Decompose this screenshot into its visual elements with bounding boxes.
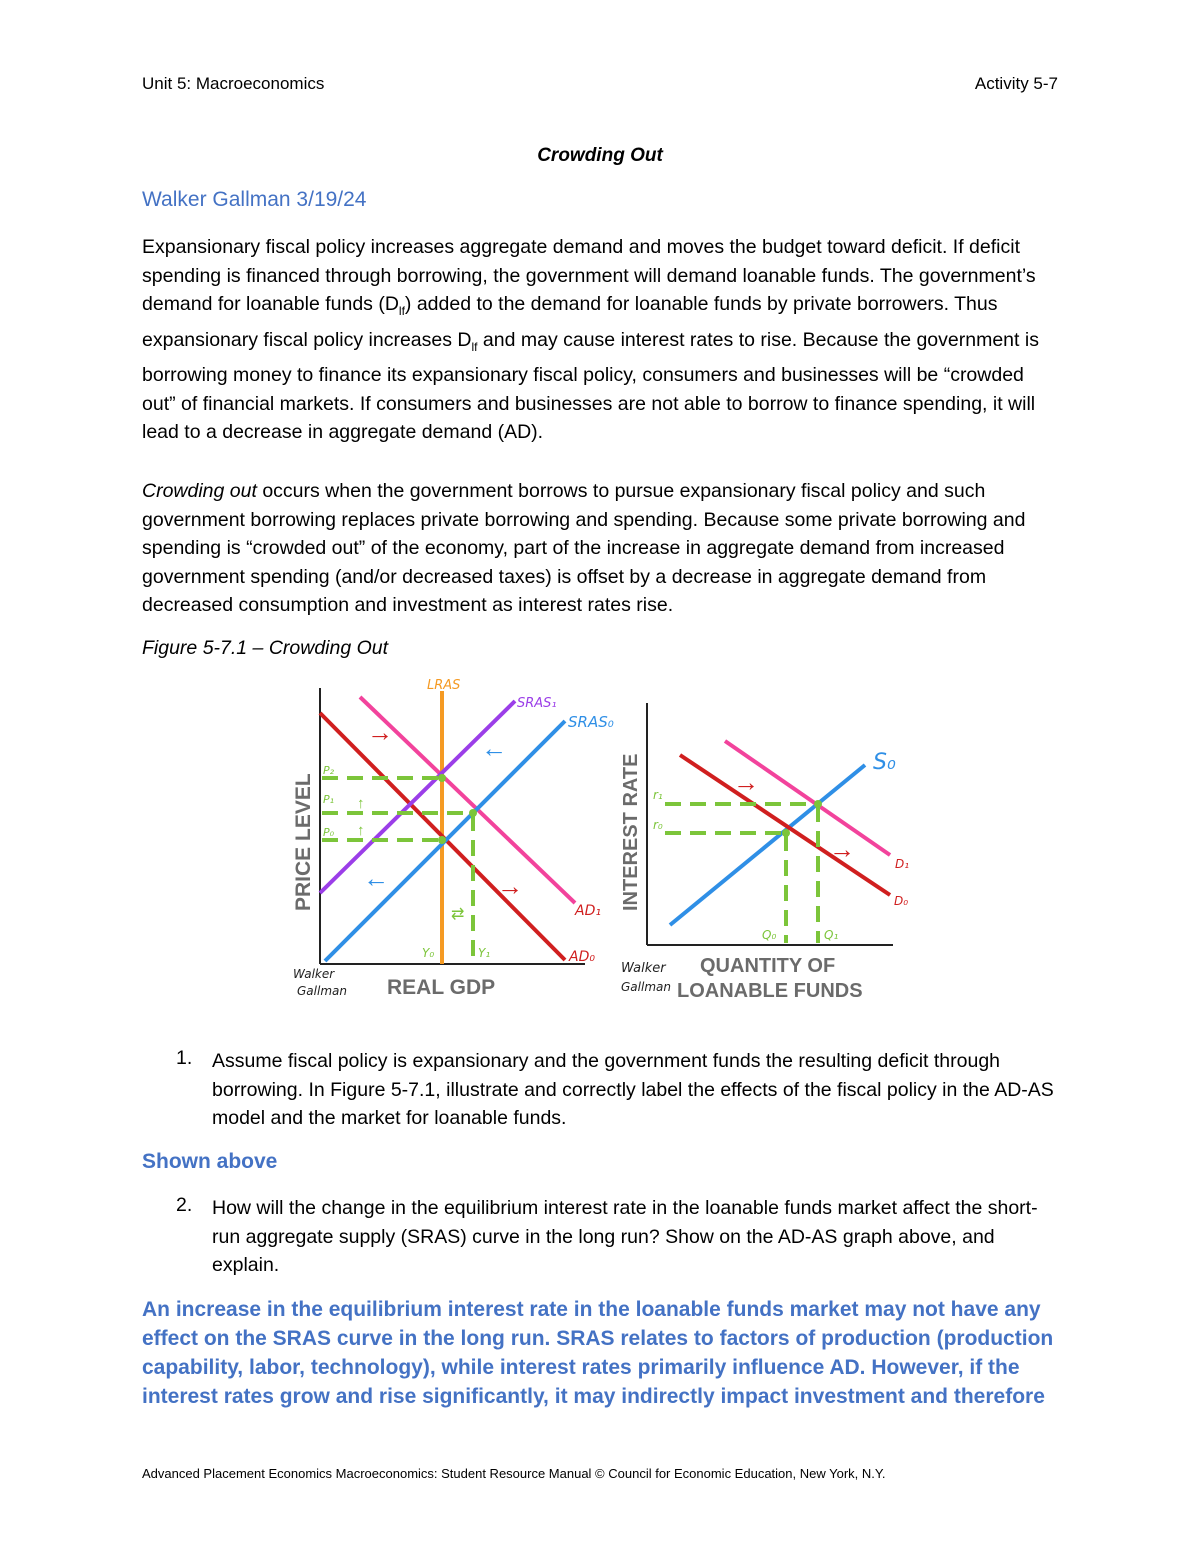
question-1-number: 1. (176, 1047, 193, 1069)
r0-label: r₀ (653, 818, 663, 832)
p0-label: P₀ (323, 826, 335, 839)
adas-right-arrow-2-icon: → (497, 871, 523, 901)
lf-eq-old (782, 829, 790, 837)
loanable-funds-graph (615, 673, 915, 1003)
sras0-label: SRAS₀ (568, 713, 614, 731)
subscript-lf-2: lf (471, 339, 478, 354)
eq-p1 (469, 809, 477, 817)
q0-label: Q₀ (762, 928, 777, 942)
real-gdp-label: REAL GDP (387, 976, 496, 999)
answer-2: An increase in the equilibrium interest rate in the loanable funds market may not have any effect on the SRAS curve in the long run. SRAS relates to factors of production (production capability, labor, technology), while interest rates primarily influence AD. However, if the interest rates grow and rise significantly, it may indirectly impact investment and therefore (142, 1298, 1054, 1408)
s0-label: S₀ (873, 750, 896, 775)
q1-label: Q₁ (824, 928, 839, 942)
eq-p0 (438, 836, 446, 844)
small-up-arrow-2-icon: ↑ (357, 822, 365, 839)
r1-label: r₁ (653, 788, 663, 802)
paragraph-intro-part1: Expansionary fiscal policy increases aggregate demand and moves the budget toward deficit. If deficit spending is financed through borrowing, the government will demand loanable funds. The government’s demand for loanable funds (D (142, 236, 1036, 316)
lf-right-arrow-2-icon: → (829, 834, 855, 864)
lras-label: LRAS (427, 678, 461, 693)
adas-signature-2: Gallman (297, 984, 347, 998)
question-2-text: How will the change in the equilibrium interest rate in the loanable funds market affect the short-run aggregate supply (SRAS) curve in the long run? Show on the AD-AS graph above, and explain. (212, 1197, 1038, 1277)
adas-left-arrow-2-icon: ← (363, 863, 389, 893)
lr-arrows-icon: ⇄ (451, 906, 465, 923)
ad1-label: AD₁ (575, 903, 601, 919)
sras1-curve (320, 701, 515, 893)
ad-as-graph (285, 673, 615, 1003)
d1-label: D₁ (895, 857, 910, 871)
question-2-number: 2. (176, 1194, 193, 1216)
y0-label: Y₀ (422, 946, 435, 960)
interest-rate-label: INTEREST RATE (620, 753, 642, 911)
adas-left-arrow-1-icon: ← (481, 733, 507, 763)
lf-right-arrow-1-icon: → (733, 767, 759, 797)
lf-eq-new (814, 800, 822, 808)
question-1-text: Assume fiscal policy is expansionary and the government funds the resulting deficit through borrowing. In Figure 5-7.1, illustrate and correctly label the effects of the fiscal policy in the AD-AS model and the market for loanable funds. (212, 1050, 1054, 1130)
loanable-funds-label: LOANABLE FUNDS (677, 980, 863, 1002)
lf-signature-2: Gallman (621, 980, 671, 994)
price-level-label: PRICE LEVEL (292, 773, 315, 911)
ad0-label: AD₀ (569, 949, 595, 965)
eq-p2 (438, 774, 446, 782)
header-activity: Activity 5-7 (974, 74, 1058, 93)
quantity-of-label: QUANTITY OF (700, 955, 836, 977)
sras1-label: SRAS₁ (517, 696, 557, 711)
small-up-arrow-1-icon: ↑ (357, 795, 365, 812)
p1-label: P₁ (323, 793, 335, 806)
subscript-lf-1: lf (398, 304, 405, 319)
page-footer: Advanced Placement Economics Macroeconomics: Student Resource Manual © Council for Economic Education, New York, N.Y. (142, 1466, 886, 1481)
adas-right-arrow-1-icon: → (367, 717, 393, 747)
answer-1: Shown above (142, 1150, 278, 1173)
figure-caption: Figure 5-7.1 – Crowding Out (142, 637, 389, 659)
author-line: Walker Gallman 3/19/24 (142, 188, 367, 211)
d0-label: D₀ (894, 894, 909, 908)
header-unit: Unit 5: Macroeconomics (142, 74, 325, 93)
paragraph-crowding-out (142, 477, 1062, 620)
y1-label: Y₁ (478, 946, 491, 960)
page-title: Crowding Out (537, 145, 663, 166)
term-crowding-out: Crowding out (142, 480, 257, 502)
paragraph-intro (142, 233, 1062, 447)
p2-label: P₂ (323, 764, 335, 777)
adas-signature-1: Walker (293, 967, 335, 981)
lf-signature-1: Walker (621, 961, 666, 976)
paragraph-crowding-out-rest: occurs when the government borrows to pursue expansionary fiscal policy and such government borrowing replaces private borrowing and spending. Because some private borrowing and spending is “crowded out” of the economy, part of the increase in aggregate demand from increased government spending (and/or decreased taxes) is offset by a decrease in aggregate demand from decreased consumption and investment as interest rates rise. (142, 480, 1026, 617)
paragraph-intro-part2: ) added to the demand for loanable funds by private borrowers. Thus expansionary fiscal policy increases D (142, 293, 998, 351)
paragraph-intro-part3: and may cause interest rates to rise. Because the government is borrowing money to finance its expansionary fiscal policy, consumers and businesses will be “crowded out” of financial markets. If consumers and businesses are not able to borrow to finance spending, it will lead to a decrease in aggregate demand (AD). (142, 328, 1039, 444)
